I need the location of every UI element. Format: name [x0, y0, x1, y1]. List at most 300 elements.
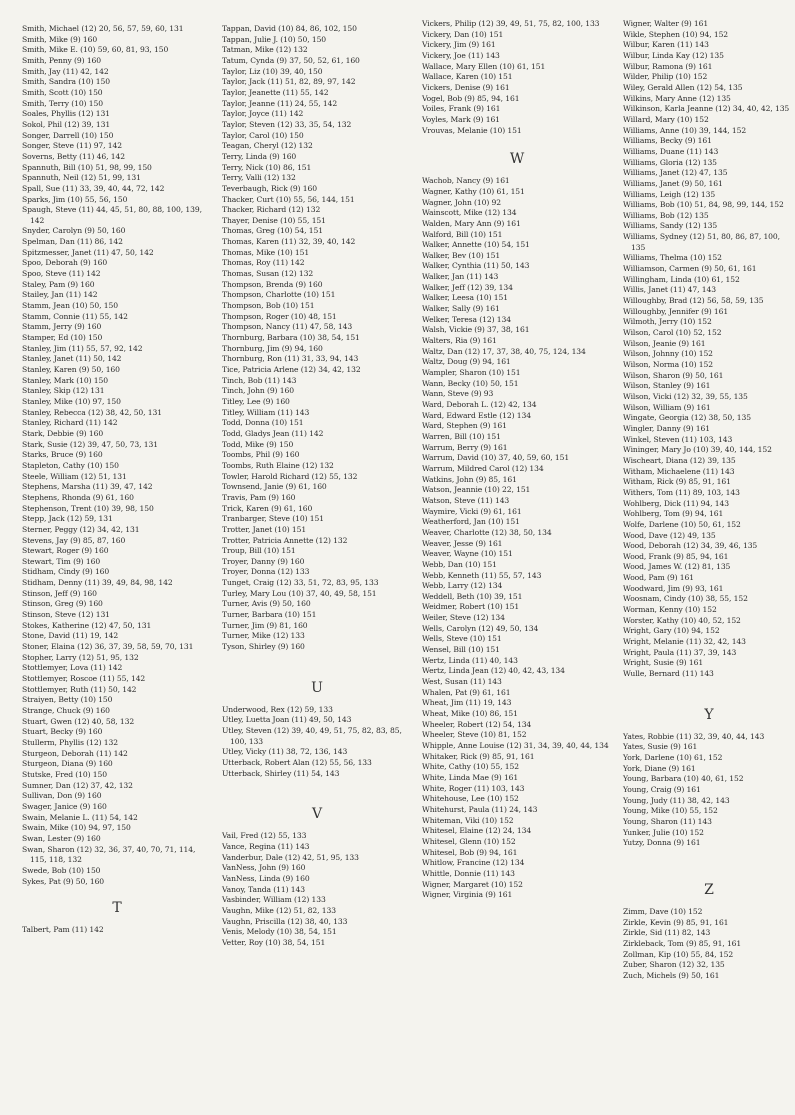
index-entry: Tappan, David (10) 84, 86, 102, 150 [222, 24, 357, 33]
index-entry: Wheeler, Steve (10) 81, 152 [422, 730, 527, 740]
index-entry: Stanley, Rebecca (12) 38, 42, 50, 131 [22, 407, 162, 417]
index-entry: Williams, Janet (9) 50, 161 [623, 178, 723, 188]
index-entry: Tinch, John (9) 160 [222, 386, 294, 396]
index-entry: Stinson, Jeff (9) 160 [22, 588, 97, 598]
index-entry: Wolfe, Darlene (10) 50, 61, 152 [623, 519, 741, 529]
index-entry: Weatherford, Jan (10) 151 [422, 517, 520, 527]
index-entry: Zollman, Kip (10) 55, 84, 152 [623, 949, 734, 959]
index-entry: Walden, Mary Ann (9) 161 [422, 218, 521, 228]
index-entry: Willoughby, Brad (12) 56, 58, 59, 135 [623, 296, 764, 306]
index-entry: Thomas, Roy (11) 142 [222, 258, 305, 268]
index-entry: Wilson, Vicki (12) 32, 39, 55, 135 [623, 391, 748, 401]
index-entry: Walker, Annette (10) 54, 151 [422, 240, 530, 250]
index-entry: Talbert, Pam (11) 142 [22, 925, 104, 935]
index-entry: Spitzmesser, Janet (11) 47, 50, 142 [22, 247, 154, 257]
index-entry: Webb, Larry (12) 134 [422, 581, 503, 591]
index-entry: Walsh, Vickie (9) 37, 38, 161 [422, 325, 530, 335]
index-entry: Wainscott, Mike (12) 134 [422, 208, 517, 218]
index-entry: Thompson, Bob (10) 151 [222, 301, 315, 311]
index-entry: White, Cathy (10) 55, 152 [422, 762, 519, 772]
index-entry: Stinson, Steve (12) 131 [22, 610, 110, 620]
index-entry: Wheeler, Robert (12) 54, 134 [422, 719, 532, 729]
index-entry: Wells, Steve (10) 151 [422, 634, 502, 644]
index-entry: Thompson, Roger (10) 48, 151 [222, 311, 337, 321]
section-spacer [422, 166, 612, 176]
index-entry: Sumner, Dan (12) 37, 42, 132 [22, 780, 133, 790]
index-entry: Tyson, Shirley (9) 160 [222, 642, 305, 652]
index-entry: Spoo, Deborah (9) 160 [22, 258, 108, 268]
index-entry: Woosnam, Cindy (10) 38, 55, 152 [623, 594, 748, 604]
index-entry: Turley, Mary Lou (10) 37, 40, 49, 58, 151 [222, 588, 377, 598]
index-entry: Smith, Jay (11) 42, 142 [22, 66, 109, 76]
index-entry: Wampler, Sharon (10) 151 [422, 368, 521, 378]
index-entry: Spaugh, Steve (11) 44, 45, 51, 80, 88, 100, 139, 142 [22, 205, 202, 225]
index-entry: Walford, Bill (10) 151 [422, 229, 503, 239]
index-entry: Wheat, Mike (10) 86, 151 [422, 709, 518, 719]
index-entry: Sturgeon, Diana (9) 160 [22, 759, 113, 769]
index-entry: Wohlberg, Dick (11) 94, 143 [623, 498, 729, 508]
index-entry: Stephens, Marsha (11) 39, 47, 142 [22, 482, 153, 492]
index-entry: Yutzy, Donna (9) 161 [623, 838, 701, 848]
index-entry: Young, Sharon (11) 143 [623, 816, 712, 826]
index-entry: Thacker, Curt (10) 55, 56, 144, 151 [222, 194, 355, 204]
index-entry: Whitesel, Bob (9) 94, 161 [422, 847, 518, 857]
index-entry: Stottlemyer, Lova (11) 142 [22, 663, 123, 673]
section-spacer [22, 915, 212, 925]
index-entry: Willingham, Linda (10) 61, 152 [623, 274, 740, 284]
index-entry: Wallace, Karen (10) 151 [422, 72, 513, 82]
index-entry: Thomas, Karen (11) 32, 39, 40, 142 [222, 237, 356, 247]
index-entry: Smith, Michael (12) 20, 56, 57, 59, 60, 131 [22, 24, 184, 33]
index-entry: Titley, William (11) 143 [222, 407, 310, 417]
index-entry: Vaughn, Priscilla (12) 38, 40, 133 [222, 916, 348, 926]
index-entry: Thomas, Greg (10) 54, 151 [222, 226, 323, 236]
index-entry: Stoner, Elaina (12) 36, 37, 39, 58, 59, 70, 131 [22, 642, 194, 652]
index-entry: Turner, Barbara (10) 151 [222, 610, 317, 620]
index-entry: Straiyen, Betty (10) 150 [22, 695, 113, 705]
index-entry: Winkel, Steven (11) 103, 143 [623, 434, 733, 444]
index-entry: Williams, Anne (10) 39, 144, 152 [623, 125, 747, 135]
index-entry: Sparks, Jim (10) 55, 56, 150 [22, 194, 128, 204]
section-spacer [222, 779, 412, 807]
index-entry: Warren, Bill (10) 151 [422, 431, 501, 441]
index-entry: Wright, Melanie (11) 32, 42, 143 [623, 637, 746, 647]
index-entry: Wood, James W. (12) 81, 135 [623, 562, 731, 572]
index-entry: Turner, Jim (9) 81, 160 [222, 620, 308, 630]
index-entry: Trick, Karen (9) 61, 160 [222, 503, 313, 513]
index-entry: Vickery, Joe (11) 143 [422, 50, 500, 60]
index-entry: White, Roger (11) 103, 143 [422, 783, 525, 793]
index-column-3 [422, 19, 612, 901]
index-entry: Watkins, John (9) 85, 161 [422, 474, 517, 484]
index-entry: Strange, Chuck (9) 160 [22, 706, 110, 715]
index-column-1 [22, 24, 212, 936]
index-entry: Williams, Becky (9) 161 [623, 136, 712, 146]
index-entry: Worster, Kathy (10) 40, 52, 152 [623, 615, 741, 625]
index-entry: Wilson, Carol (10) 52, 152 [623, 328, 722, 338]
index-entry: Williams, Janet (12) 47, 135 [623, 168, 728, 178]
index-entry: Wertz, Linda (11) 40, 143 [422, 655, 518, 665]
index-entry: Whitaker, Rick (9) 85, 91, 161 [422, 751, 535, 761]
section-spacer [422, 136, 612, 152]
index-entry: Stottlemyer, Ruth (11) 50, 142 [22, 684, 137, 694]
index-entry: Tice, Patricia Arlene (12) 34, 42, 132 [222, 365, 361, 374]
index-entry: Spannuth, Neil (12) 51, 99, 131 [22, 173, 141, 183]
index-entry: Zuber, Sharon (12) 32, 135 [623, 960, 725, 970]
index-entry: Taylor, Carol (10) 150 [222, 130, 304, 140]
section-spacer [623, 680, 795, 708]
index-entry: Swain, Mike (10) 94, 97, 150 [22, 823, 131, 833]
index-entry: Wininger, Mary Jo (10) 39, 40, 144, 152 [623, 445, 772, 455]
index-entry: Soales, Phyllis (12) 131 [22, 109, 110, 119]
index-entry: Vickers, Denise (9) 161 [422, 82, 510, 92]
index-entry: Williamson, Carmen (9) 50, 61, 161 [623, 264, 757, 274]
index-entry: Wilson, William (9) 161 [623, 402, 711, 412]
index-entry: Vanderbur, Dale (12) 42, 51, 95, 133 [222, 852, 359, 862]
index-entry: Wilson, Stanley (9) 161 [623, 381, 711, 391]
index-entry: Wallace, Mary Ellen (10) 61, 151 [422, 61, 546, 71]
section-spacer [623, 897, 795, 907]
index-entry: Utterback, Shirley (11) 54, 143 [222, 768, 340, 778]
section-spacer [222, 653, 412, 681]
index-column-4 [623, 19, 795, 982]
index-entry: Terry, Linda (9) 160 [222, 151, 297, 161]
index-entry: Vogel, Bob (9) 85, 94, 161 [422, 93, 520, 103]
index-entry: Thornburg, Barbara (10) 38, 54, 151 [222, 333, 360, 343]
index-entry: Todd, Mike (9) 150 [222, 439, 294, 449]
index-entry: Wigner, Virginia (9) 161 [422, 890, 513, 900]
index-entry: Wheat, Jim (11) 19, 143 [422, 698, 512, 708]
index-entry: Vanoy, Tanda (11) 143 [222, 884, 305, 894]
index-entry: Turner, Mike (12) 133 [222, 631, 305, 641]
index-entry: Walker, Leesa (10) 151 [422, 293, 508, 303]
index-entry: Walker, Bev (10) 151 [422, 250, 501, 260]
index-entry: Weaver, Wayne (10) 151 [422, 549, 513, 559]
index-entry: Stark, Susie (12) 39, 47, 50, 73, 131 [22, 439, 158, 449]
index-entry: Wright, Gary (10) 94, 152 [623, 626, 720, 636]
index-entry: Swain, Melanie L. (11) 54, 142 [22, 812, 138, 822]
index-entry: Stanley, Richard (11) 142 [22, 418, 118, 428]
section-spacer [623, 722, 795, 732]
index-entry: Wilbur, Karen (11) 143 [623, 40, 709, 50]
index-entry: Stullerm, Phyllis (12) 132 [22, 737, 118, 747]
index-entry: Turner, Avis (9) 50, 160 [222, 599, 311, 609]
index-entry: Staley, Pam (9) 160 [22, 279, 95, 289]
index-entry: Wilson, Johnny (10) 152 [623, 349, 713, 359]
index-entry: Toombs, Ruth Elaine (12) 132 [222, 460, 334, 470]
index-entry: Taylor, Jack (11) 51, 82, 89, 97, 142 [222, 77, 356, 87]
index-entry: Snyder, Carolyn (9) 50, 160 [22, 226, 126, 236]
index-entry: Walker, Cynthia (11) 50, 143 [422, 261, 530, 271]
index-entry: Stephens, Rhonda (9) 61, 160 [22, 492, 134, 502]
index-entry: Vickers, Philip (12) 39, 49, 51, 75, 82, 100, 133 [422, 19, 600, 28]
index-entry: Tranbarger, Steve (10) 151 [222, 514, 324, 524]
index-entry: Whiteman, Viki (10) 152 [422, 815, 514, 825]
index-entry: Walker, Sally (9) 161 [422, 304, 500, 314]
index-entry: Yunker, Julie (10) 152 [623, 827, 704, 837]
index-entry: Spannuth, Bill (10) 51, 98, 99, 150 [22, 162, 152, 172]
index-entry: Young, Craig (9) 161 [623, 784, 701, 794]
index-entry: Woodward, Jim (9) 93, 161 [623, 583, 724, 593]
index-entry: Stamm, Jerry (9) 160 [22, 322, 102, 332]
index-entry: Wann, Steve (9) 93 [422, 389, 494, 399]
index-entry: Thornburg, Jim (9) 94, 160 [222, 343, 323, 353]
index-entry: Withers, Tom (11) 89, 103, 143 [623, 487, 740, 497]
index-entry: Utley, Steven (12) 39, 40, 49, 51, 75, 82, 83, 85, 100, 133 [222, 726, 402, 746]
index-entry: Venis, Melody (10) 38, 54, 151 [222, 927, 337, 937]
index-entry: Weidmer, Robert (10) 151 [422, 602, 520, 612]
index-entry: VanNess, Linda (9) 160 [222, 873, 310, 883]
index-entry: Wilson, Norma (10) 152 [623, 360, 714, 369]
index-entry: West, Susan (11) 143 [422, 677, 502, 687]
index-entry: Stamm, Connie (11) 55, 142 [22, 311, 128, 321]
index-entry: Stokes, Katherine (12) 47, 50, 131 [22, 620, 152, 630]
index-entry: Stanley, Mark (10) 150 [22, 375, 108, 385]
index-entry: Watson, Jeannie (10) 22, 151 [422, 485, 531, 495]
index-entry: Wigner, Walter (9) 161 [623, 19, 709, 28]
index-entry: Tatum, Cynda (9) 37, 50, 52, 61, 160 [222, 55, 360, 65]
index-entry: Wulle, Bernard (11) 143 [623, 669, 714, 679]
index-entry: Stevens, Jay (9) 85, 87, 160 [22, 535, 126, 545]
index-entry: Wright, Paula (11) 37, 39, 143 [623, 647, 737, 657]
index-entry: Ward, Stephen (9) 161 [422, 421, 507, 431]
index-entry: Sullivan, Don (9) 160 [22, 791, 102, 801]
section-letter-heading: V [311, 806, 322, 823]
index-entry: Swede, Bob (10) 150 [22, 865, 101, 875]
index-entry: Williams, Gloria (12) 135 [623, 157, 717, 167]
index-entry: Ward, Deborah L. (12) 42, 134 [422, 400, 537, 409]
index-entry: Ward, Edward Estle (12) 134 [422, 410, 531, 420]
index-entry: Walters, Ria (9) 161 [422, 336, 497, 346]
index-entry: Walker, Jan (11) 143 [422, 272, 499, 282]
index-entry: Utley, Vicky (11) 38, 72, 136, 143 [222, 747, 348, 757]
index-entry: Young, Judy (11) 38, 42, 143 [623, 795, 730, 805]
index-entry: Sterner, Peggy (12) 34, 42, 131 [22, 524, 140, 534]
index-entry: Young, Barbara (10) 40, 61, 152 [623, 774, 744, 784]
index-entry: Thomas, Susan (12) 132 [222, 269, 314, 279]
index-entry: Stewart, Roger (9) 160 [22, 546, 109, 556]
index-entry: Wilder, Philip (10) 152 [623, 72, 708, 82]
index-entry: Whitesel, Elaine (12) 24, 134 [422, 826, 532, 836]
index-entry: Todd, Donna (10) 151 [222, 418, 304, 428]
index-entry: Troyer, Donna (12) 133 [222, 567, 310, 577]
index-entry: Stone, David (11) 19, 142 [22, 631, 119, 641]
index-entry: Terry, Valli (12) 132 [222, 173, 296, 183]
index-entry: Wilmoth, Jerry (10) 152 [623, 317, 712, 327]
index-entry: Starks, Bruce (9) 160 [22, 450, 103, 460]
index-entry: Whitehouse, Lee (10) 152 [422, 794, 519, 804]
section-letter-heading: Y [704, 706, 714, 723]
index-entry: Travis, Pam (9) 160 [222, 492, 296, 502]
index-entry: Stapleton, Cathy (10) 150 [22, 460, 119, 470]
index-entry: Welker, Teresa (12) 134 [422, 314, 511, 324]
index-entry: Wischeart, Diana (12) 39, 135 [623, 455, 736, 465]
index-entry: Taylor, Jeanne (11) 24, 55, 142 [222, 98, 338, 108]
index-entry: Wagner, John (10) 92 [422, 197, 502, 207]
index-entry: Webb, Kenneth (11) 55, 57, 143 [422, 570, 542, 580]
index-entry: Wilbur, Ramona (9) 161 [623, 61, 713, 71]
index-entry: Whitesel, Glenn (10) 152 [422, 836, 516, 846]
index-entry: Williams, Sandy (12) 135 [623, 221, 718, 231]
index-column-2 [222, 24, 412, 949]
index-entry: Stamper, Ed (10) 150 [22, 333, 103, 343]
index-entry: Thomas, Mike (10) 151 [222, 247, 310, 257]
index-entry: Stanley, Skip (12) 131 [22, 386, 105, 396]
index-entry: Smith, Terry (10) 150 [22, 98, 103, 108]
index-entry: Wikle, Stephen (10) 94, 152 [623, 29, 729, 39]
index-entry: Stidham, Denny (11) 39, 49, 84, 98, 142 [22, 578, 173, 588]
index-entry: Whittle, Donnie (11) 143 [422, 868, 515, 878]
index-entry: Waltz, Doug (9) 94, 161 [422, 357, 511, 367]
index-entry: Wilkinson, Karla Jeanne (12) 34, 40, 42, 135 [623, 104, 790, 114]
index-entry: Weaver, Jesse (9) 161 [422, 538, 503, 548]
section-spacer [623, 849, 795, 883]
index-entry: Utley, Luetta Joan (11) 49, 50, 143 [222, 715, 352, 725]
index-entry: Wilkins, Mary Anne (12) 135 [623, 93, 731, 103]
index-entry: Trotter, Janet (10) 151 [222, 524, 307, 534]
index-entry: Wagner, Kathy (10) 61, 151 [422, 186, 525, 196]
index-entry: York, Diane (9) 161 [623, 763, 696, 773]
index-entry: Wigner, Margaret (10) 152 [422, 879, 523, 889]
index-entry: Stanley, Janet (11) 50, 142 [22, 354, 122, 364]
index-entry: Tappan, Julie J. (10) 50, 150 [222, 34, 327, 44]
index-entry: Stephenson, Trent (10) 39, 98, 150 [22, 503, 154, 513]
index-entry: Williams, Bob (12) 135 [623, 210, 709, 220]
index-entry: Wingate, Georgia (12) 38, 50, 135 [623, 413, 751, 423]
index-entry: Wingler, Danny (9) 161 [623, 423, 710, 433]
index-entry: Williams, Bob (10) 51, 84, 98, 99, 144, 152 [623, 200, 784, 210]
index-entry: VanNess, John (9) 160 [222, 863, 306, 873]
index-entry: Vaughn, Mike (12) 51, 82, 133 [222, 905, 336, 915]
index-entry: Sokol, Phil (12) 39, 131 [22, 119, 111, 129]
index-entry: Towler, Harold Richard (12) 55, 132 [222, 471, 358, 481]
index-entry: Whalen, Pat (9) 61, 161 [422, 687, 511, 697]
index-entry: Troyer, Danny (9) 160 [222, 556, 305, 566]
index-entry: Willis, Janet (11) 47, 143 [623, 285, 716, 295]
index-entry: Walker, Jeff (12) 39, 134 [422, 282, 513, 292]
index-entry: Underwood, Rex (12) 59, 133 [222, 704, 333, 714]
index-entry: Trotter, Patricia Annette (12) 132 [222, 535, 348, 545]
index-entry: Witham, Rick (9) 85, 91, 161 [623, 477, 731, 487]
index-entry: Whitlow, Francine (12) 134 [422, 858, 525, 868]
index-entry: Terry, Nick (10) 86, 151 [222, 162, 312, 172]
index-entry: Whipple, Anne Louise (12) 31, 34, 39, 40, 44, 134 [422, 741, 609, 750]
index-entry: Zirkle, Sid (11) 82, 143 [623, 928, 711, 938]
index-entry: York, Darlene (10) 61, 152 [623, 753, 723, 762]
section-letter-heading: Z [704, 881, 714, 898]
index-entry: Stopher, Larry (12) 51, 95, 132 [22, 652, 139, 662]
index-entry: Stewart, Tim (9) 160 [22, 556, 101, 566]
index-entry: Taylor, Steven (12) 33, 35, 54, 132 [222, 119, 352, 129]
index-entry: Stinson, Greg (9) 160 [22, 599, 103, 609]
index-entry: Steele, William (12) 51, 131 [22, 471, 127, 481]
index-entry: Vasbinder, William (12) 133 [222, 895, 326, 905]
index-entry: Todd, Gladys Jean (11) 142 [222, 428, 324, 438]
index-entry: Stepp, Jack (12) 59, 131 [22, 514, 113, 524]
index-entry: Thayer, Denise (10) 55, 151 [222, 215, 326, 225]
index-entry: Swan, Lester (9) 160 [22, 833, 101, 843]
index-entry: Spoo, Steve (11) 142 [22, 269, 101, 279]
index-entry: Wachob, Nancy (9) 161 [422, 176, 510, 186]
index-entry: Tunget, Craig (12) 33, 51, 72, 83, 95, 133 [222, 578, 379, 588]
index-entry: Teagan, Cheryl (12) 132 [222, 141, 313, 151]
index-entry: Williams, Sydney (12) 51, 80, 86, 87, 100, 135 [623, 232, 780, 252]
index-entry: Vance, Regina (11) 143 [222, 841, 310, 851]
index-entry: Swan, Sharon (12) 32, 36, 37, 40, 70, 71, 114, 115, 118, 132 [22, 844, 196, 865]
index-entry: Thompson, Charlotte (10) 151 [222, 290, 336, 300]
index-entry: Spall, Sue (11) 33, 39, 40, 44, 72, 142 [22, 183, 165, 193]
index-entry: Stuart, Becky (9) 160 [22, 727, 103, 737]
index-entry: Townsend, Janie (9) 61, 160 [222, 482, 327, 492]
index-entry: Williams, Duane (11) 143 [623, 146, 719, 156]
index-entry: Vickery, Dan (10) 151 [422, 29, 504, 39]
index-entry: Smith, Penny (9) 160 [22, 55, 102, 65]
index-entry: Utterback, Robert Alan (12) 55, 56, 133 [222, 758, 372, 767]
index-entry: Smith, Scott (10) 150 [22, 87, 103, 97]
index-entry: Tatman, Mike (12) 132 [222, 45, 308, 55]
index-entry: Webb, Dan (10) 151 [422, 559, 497, 569]
index-entry: Titley, Lee (9) 160 [222, 396, 290, 406]
index-entry: Waltz, Dan (12) 17, 37, 38, 40, 75, 124, 134 [422, 346, 586, 356]
index-entry: Smith, Sandra (10) 150 [22, 77, 110, 87]
index-entry: Waymire, Vicki (9) 61, 161 [422, 506, 522, 516]
index-entry: Tinch, Bob (11) 143 [222, 375, 297, 385]
index-entry: Warrum, David (10) 37, 40, 59, 60, 151 [422, 453, 570, 463]
index-entry: Spelman, Dan (11) 86, 142 [22, 237, 123, 247]
index-entry: Thompson, Brenda (9) 160 [222, 279, 323, 289]
index-entry: Stidham, Cindy (9) 160 [22, 567, 110, 577]
index-entry: Zuch, Michels (9) 50, 161 [623, 970, 720, 980]
section-spacer [222, 695, 412, 705]
index-entry: Wertz, Linda Jean (12) 40, 42, 43, 134 [422, 666, 565, 676]
index-entry: Williams, Thelma (10) 152 [623, 253, 722, 263]
index-entry: Sturgeon, Deborah (11) 142 [22, 748, 128, 758]
index-entry: Zirkle, Kevin (9) 85, 91, 161 [623, 917, 729, 927]
index-entry: Worman, Kenny (10) 152 [623, 605, 717, 615]
index-entry: Wohlberg, Tom (9) 94, 161 [623, 509, 724, 519]
index-entry: Soverns, Betty (11) 46, 142 [22, 151, 125, 161]
index-entry: Swager, Janice (9) 160 [22, 801, 107, 811]
index-entry: Wensel, Bill (10) 151 [422, 645, 500, 655]
index-entry: Wood, Deborah (12) 34, 39, 46, 135 [623, 541, 758, 551]
index-entry: Taylor, Liz (10) 39, 40, 150 [222, 66, 323, 76]
index-entry: Wright, Susie (9) 161 [623, 658, 704, 668]
section-spacer [222, 821, 412, 831]
index-entry: Smith, Mike (9) 160 [22, 34, 98, 44]
index-entry: Stailey, Jan (11) 142 [22, 290, 98, 300]
index-entry: Wood, Dave (12) 49, 135 [623, 530, 716, 540]
index-entry: Stamm, Jean (10) 50, 150 [22, 301, 118, 311]
index-entry: Yates, Susie (9) 161 [623, 742, 698, 752]
index-entry: Stutske, Fred (10) 150 [22, 769, 107, 779]
index-entry: Toombs, Phil (9) 160 [222, 450, 300, 460]
section-letter-heading: W [509, 151, 525, 168]
index-entry: Weiler, Steve (12) 134 [422, 613, 505, 623]
index-entry: Thompson, Nancy (11) 47, 58, 143 [222, 322, 353, 332]
index-entry: Yates, Robbie (11) 32, 39, 40, 44, 143 [623, 731, 765, 741]
index-entry: Wilbur, Linda Kay (12) 135 [623, 50, 724, 60]
index-entry: Teverbaugh, Rick (9) 160 [222, 183, 317, 193]
index-entry: Wood, Frank (9) 85, 94, 161 [623, 551, 729, 561]
index-entry: Wiley, Gerald Allen (12) 54, 135 [623, 82, 743, 92]
index-entry: Warrum, Mildred Carol (12) 134 [422, 463, 544, 473]
index-entry: Taylor, Joyce (11) 142 [222, 109, 304, 119]
index-entry: Voyles, Mark (9) 161 [422, 114, 500, 124]
index-entry: Troup, Bill (10) 151 [222, 546, 296, 556]
index-entry: Thacker, Richard (12) 132 [222, 205, 321, 215]
index-entry: Wood, Pam (9) 161 [623, 573, 694, 583]
index-entry: Vrouvas, Melanie (10) 151 [422, 125, 522, 135]
